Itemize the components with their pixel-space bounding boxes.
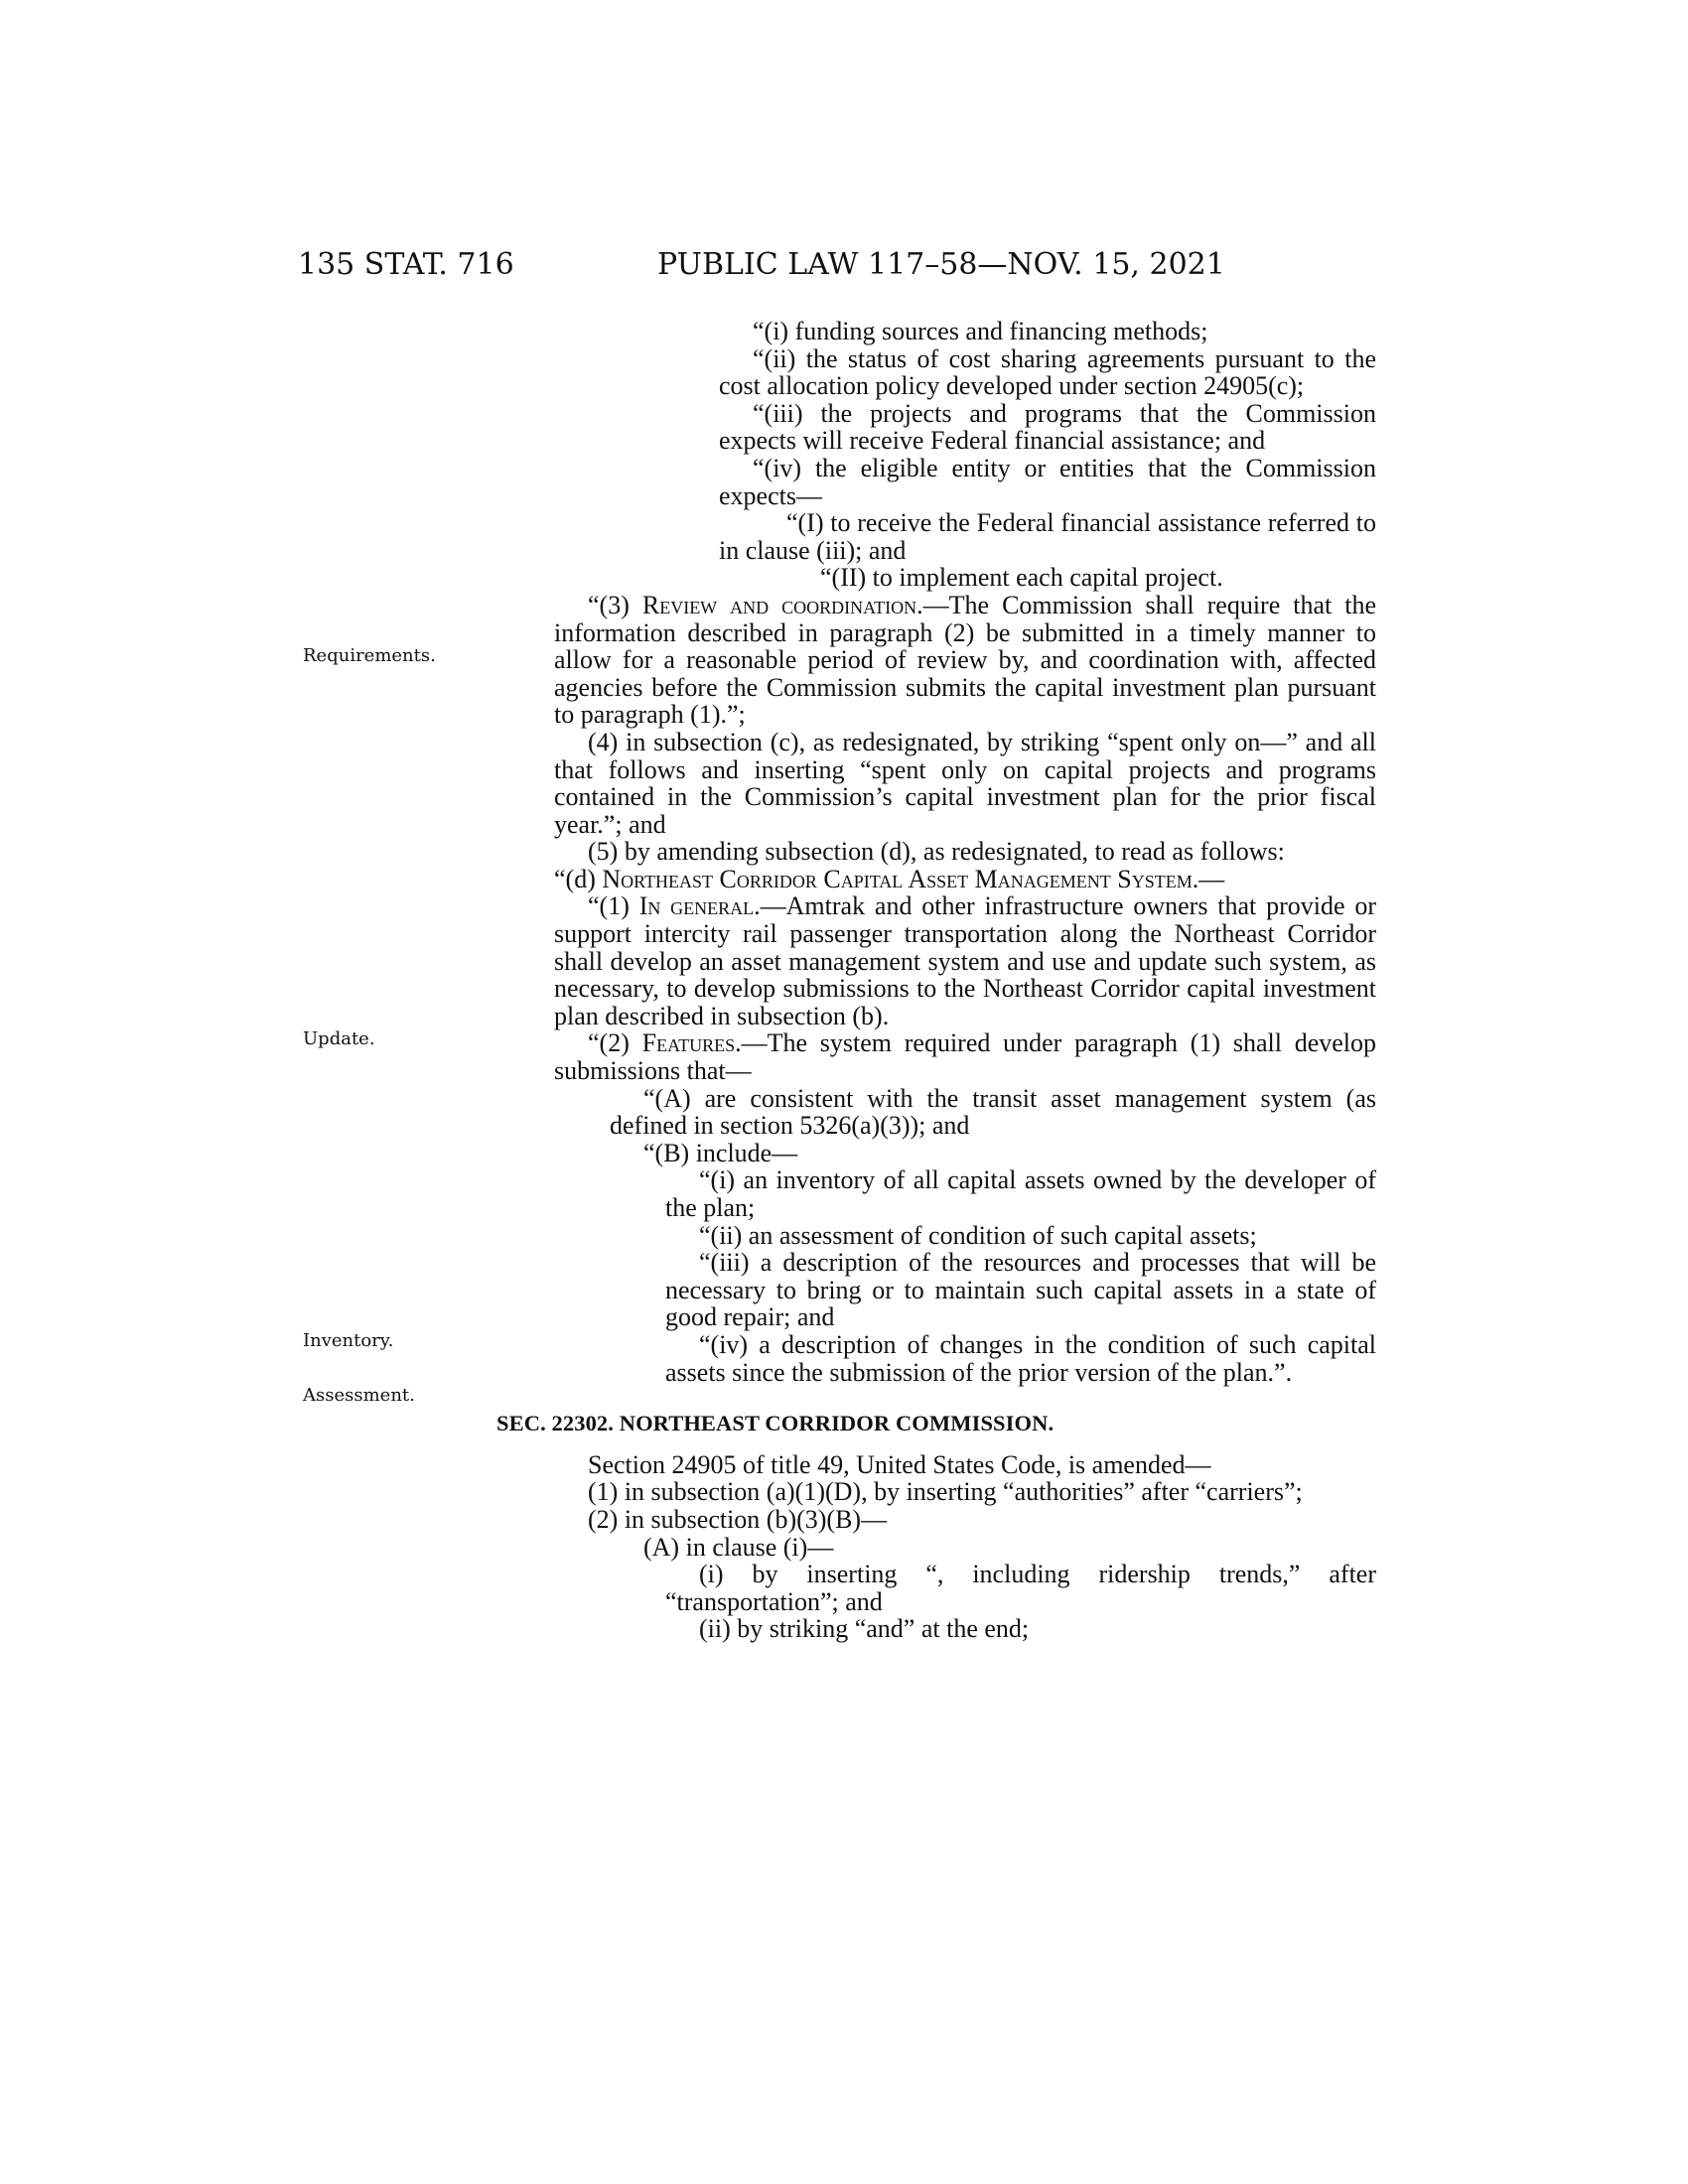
- amendment-4: (4) in subsection (c), as redesignated, by striking “spent only on—” and all that follows and inserting “spent only on capital projects and programs contained in the Commission’s capital investment plan for the prior fiscal year.”; and: [554, 727, 1376, 839]
- paragraph-2-heading: Features: [641, 1028, 736, 1058]
- clause-ii-cost-sharing: [719, 345, 1376, 400]
- item-2: (2) in subsection (b)(3)(B)—: [588, 1504, 888, 1534]
- subparagraph-B: “(B) include—: [643, 1138, 798, 1167]
- item-2-A-ii: (ii) by striking “and” at the end;: [699, 1614, 1030, 1644]
- subsection-d-heading: [520, 866, 1376, 893]
- paragraph-2-features: [554, 1029, 1376, 1084]
- paragraph-1-text: .—Amtrak and other infrastructure owners that provide or support intercity rail passenger transportation along the Northeast Corridor shall develop an asset management system and use and update such system, as necessary, to develop submissions to the Northeast Corridor capital investment plan described in subsection (b).: [554, 891, 1376, 1030]
- clause-ii-text: “(ii) the status of cost sharing agreements pursuant to the cost allocation policy developed under section 24905(c);: [719, 343, 1376, 401]
- margin-note-update: Update.: [303, 1028, 375, 1049]
- paragraph-2-text: .—The system required under paragraph (1) shall develop submissions that—: [554, 1028, 1376, 1086]
- section-heading: SEC. 22302. NORTHEAST CORRIDOR COMMISSION.: [496, 1411, 1055, 1436]
- clause-i-funding: “(i) funding sources and financing methods;: [753, 317, 1208, 345]
- statute-body: [496, 317, 1376, 1644]
- clause-iv-entities: “(iv) the eligible entity or entities that the Commission expects—: [719, 453, 1376, 510]
- clause-B-iv-changes: “(iv) a description of changes in the condition of such capital assets since the submission of the prior version of the plan.”.: [665, 1329, 1376, 1387]
- subsection-d-tail: .—: [1192, 864, 1225, 893]
- clause-iii-projects: “(iii) the projects and programs that the Commission expects will receive Federal financial assistance; and: [719, 398, 1376, 456]
- margin-note-requirements: Requirements.: [303, 645, 436, 666]
- paragraph-1-general: [554, 892, 1376, 1029]
- subclause-I-text: “(I) to receive the Federal financial assistance referred to in clause (iii); and: [719, 508, 1376, 565]
- subclause-II: “(II) to implement each capital project.: [820, 563, 1223, 593]
- statute-page-reference: 135 STAT. 716: [298, 247, 514, 282]
- subparagraph-A: “(A) are consistent with the transit asset management system (as defined in section 5326(a)(3)); and: [610, 1083, 1376, 1141]
- paragraph-1-lead: “(1): [588, 891, 639, 921]
- amendment-5: (5) by amending subsection (d), as redesignated, to read as follows:: [588, 837, 1285, 867]
- clause-B-i-inventory: “(i) an inventory of all capital assets owned by the developer of the plan;: [665, 1165, 1376, 1222]
- item-2-A-i: [665, 1561, 1376, 1615]
- subsection-d-title: Northeast Corridor Capital Asset Management System: [602, 864, 1193, 893]
- clause-B-ii-assessment: “(ii) an assessment of condition of such capital assets;: [699, 1220, 1257, 1250]
- section-intro: Section 24905 of title 49, United States Code, is amended—: [588, 1449, 1211, 1479]
- subclause-I: [719, 509, 1376, 564]
- paragraph-3-text: .—The Commission shall require that the information described in paragraph (2) be submitted in a timely manner to allow for a reasonable period of review by, and coordination with, affected agencies before the Commission submits the capital investment plan pursuant to paragraph (1).”;: [554, 590, 1376, 730]
- clause-B-iii-resources: “(iii) a description of the resources and processes that will be necessary to bring or to maintain such capital assets in a state of good repair; and: [665, 1248, 1376, 1332]
- paragraph-2-lead: “(2): [588, 1028, 642, 1058]
- item-1: [554, 1478, 1376, 1506]
- subsection-d-lead: “(d): [554, 864, 603, 893]
- paragraph-3-heading: Review and coordination: [641, 590, 917, 619]
- margin-note-assessment: Assessment.: [303, 1385, 415, 1406]
- item-2-A-i-text: (i) by inserting “, including ridership trends,” after “transportation”; and: [665, 1560, 1376, 1616]
- item-1-text: (1) in subsection (a)(1)(D), by inserting “authorities” after “carriers”;: [588, 1477, 1303, 1507]
- public-law-heading: PUBLIC LAW 117–58—NOV. 15, 2021: [657, 247, 1225, 282]
- margin-note-inventory: Inventory.: [303, 1330, 394, 1351]
- paragraph-1-heading: In general: [638, 891, 755, 921]
- item-2-A: (A) in clause (i)—: [643, 1532, 834, 1562]
- paragraph-3-review: [554, 592, 1376, 729]
- paragraph-3-lead: “(3): [588, 590, 642, 619]
